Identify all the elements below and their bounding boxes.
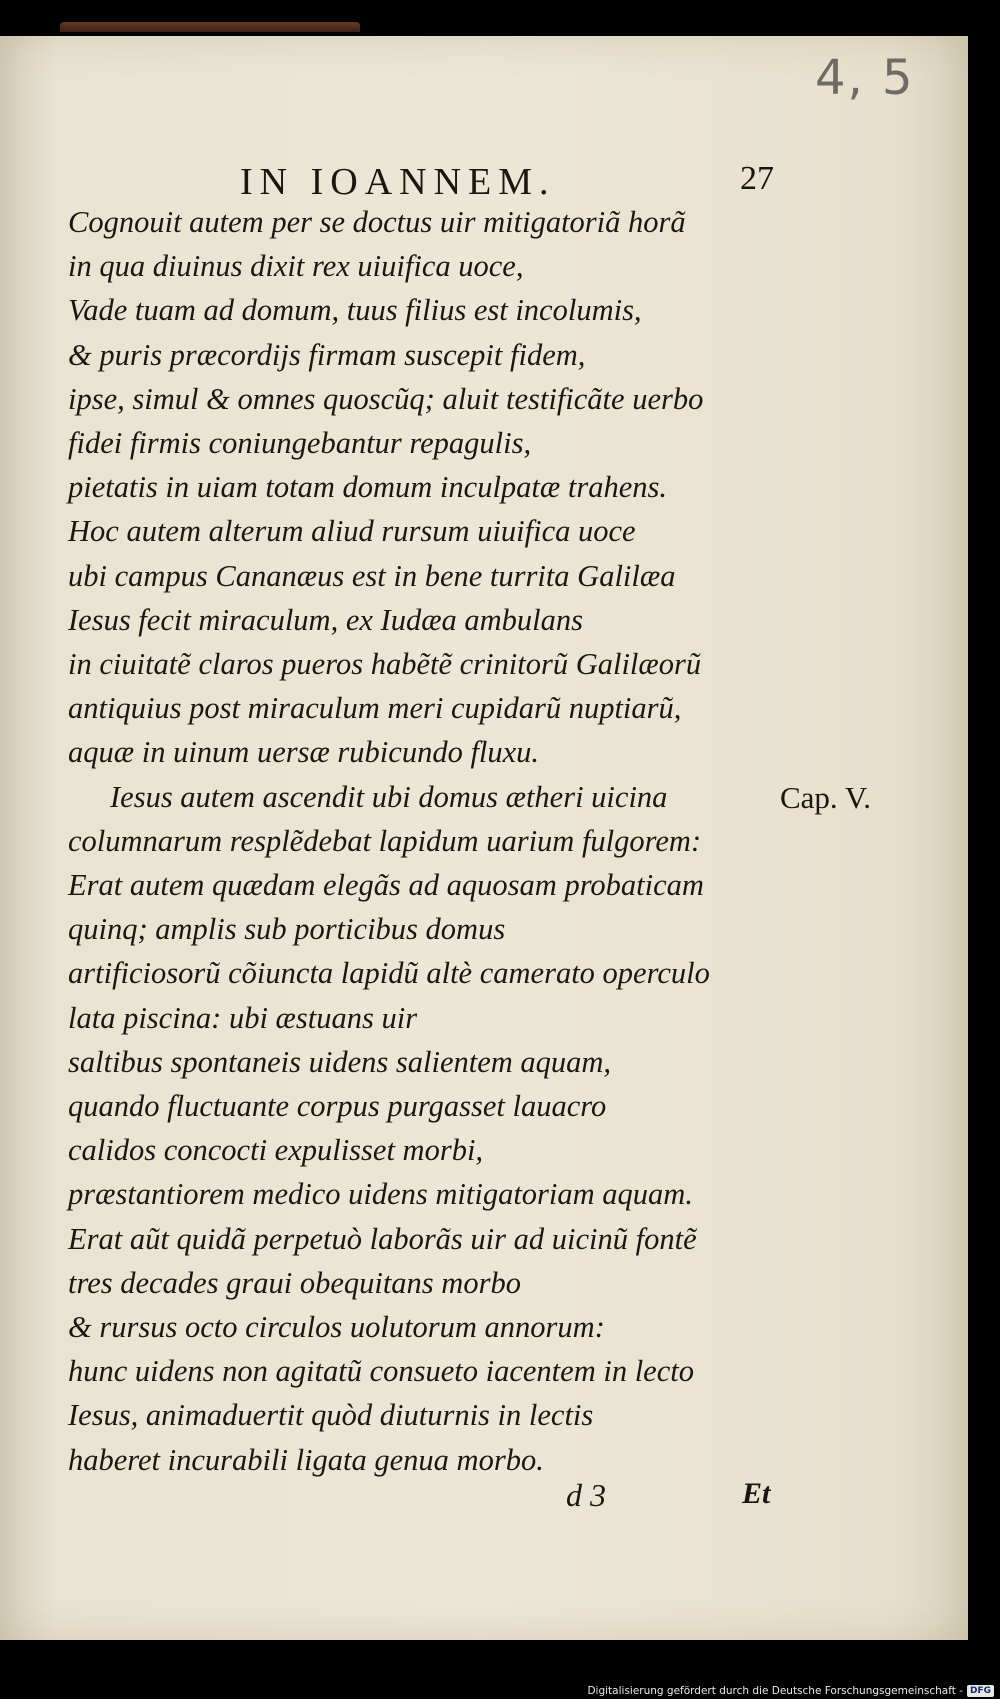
text-line: ubi campus Cananæus est in bene turrita Galilæa (68, 558, 676, 593)
text-line: calidos concocti expulisset morbi, (68, 1133, 484, 1168)
text-line: haberet incurabili ligata genua morbo. (68, 1442, 544, 1477)
dfg-logo: DFG (967, 1685, 994, 1697)
catchword: Et (742, 1477, 771, 1510)
digitization-credit (587, 1685, 994, 1697)
text-line: hunc uidens non agitatũ consueto iacentem in lecto (68, 1354, 694, 1389)
poem-text-block (68, 200, 788, 1482)
running-head: IN IOANNEM. (240, 161, 556, 203)
text-line: quando fluctuante corpus purgasset lauacro (68, 1089, 607, 1124)
text-line: ipse, simul & omnes quoscũq; aluit testificãte uerbo (68, 381, 704, 416)
marginal-chapter-note: Cap. V. (780, 780, 872, 815)
text-line: Cognouit autem per se doctus uir mitigatoriã horã (68, 205, 686, 239)
text-line: & rursus octo circulos uolutorum annorum: (68, 1310, 605, 1345)
text-line: Erat aũt quidã perpetuò laborãs uir ad uicinũ fontẽ (68, 1221, 697, 1256)
text-line: antiquius post miraculum meri cupidarũ nuptiarũ, (68, 691, 682, 726)
text-line: in qua diuinus dixit rex uiuifica uoce, (68, 249, 524, 284)
text-line: tres decades graui obequitans morbo (68, 1265, 521, 1300)
text-line: præstantiorem medico uidens mitigatoriam aquam. (68, 1177, 693, 1212)
text-line: quinq; amplis sub porticibus domus (68, 912, 506, 947)
text-line-chapter-start: Iesus autem ascendit ubi domus ætheri uicina (110, 779, 668, 814)
text-line: saltibus spontaneis uidens salientem aquam, (68, 1044, 612, 1079)
text-line: fidei firmis coniungebantur repagulis, (68, 426, 532, 461)
text-line: artificiosorũ cõiuncta lapidũ altè camerato operculo (68, 956, 710, 991)
text-line: Erat autem quædam elegãs ad aquosam probaticam (68, 868, 704, 903)
signature-mark: d 3 (566, 1477, 606, 1513)
text-line: aquæ in uinum uersæ rubicundo fluxu. (68, 735, 540, 770)
text-line: columnarum resplẽdebat lapidum uarium fulgorem: (68, 823, 702, 858)
text-line: Iesus, animaduertit quòd diuturnis in lectis (68, 1398, 594, 1433)
text-line: pietatis in uiam totam domum inculpatæ trahens. (68, 470, 667, 505)
text-line: Vade tuam ad domum, tuus filius est incolumis, (68, 293, 642, 328)
text-line: Hoc autem alterum aliud rursum uiuifica uoce (68, 514, 636, 549)
folio-number: 27 (740, 160, 774, 197)
text-line: in ciuitatẽ claros pueros habẽtẽ crinitorũ Galilæorũ (68, 647, 702, 682)
credit-text: Digitalisierung gefördert durch die Deutsche Forschungsgemeinschaft - (587, 1685, 963, 1697)
text-line: & puris præcordijs firmam suscepit fidem, (68, 337, 586, 372)
page-edge-top (60, 22, 360, 32)
handwritten-shelfmark: 4, 5 (815, 50, 915, 106)
text-line: lata piscina: ubi æstuans uir (68, 1000, 418, 1035)
text-line: Iesus fecit miraculum, ex Iudæa ambulans (68, 602, 584, 637)
